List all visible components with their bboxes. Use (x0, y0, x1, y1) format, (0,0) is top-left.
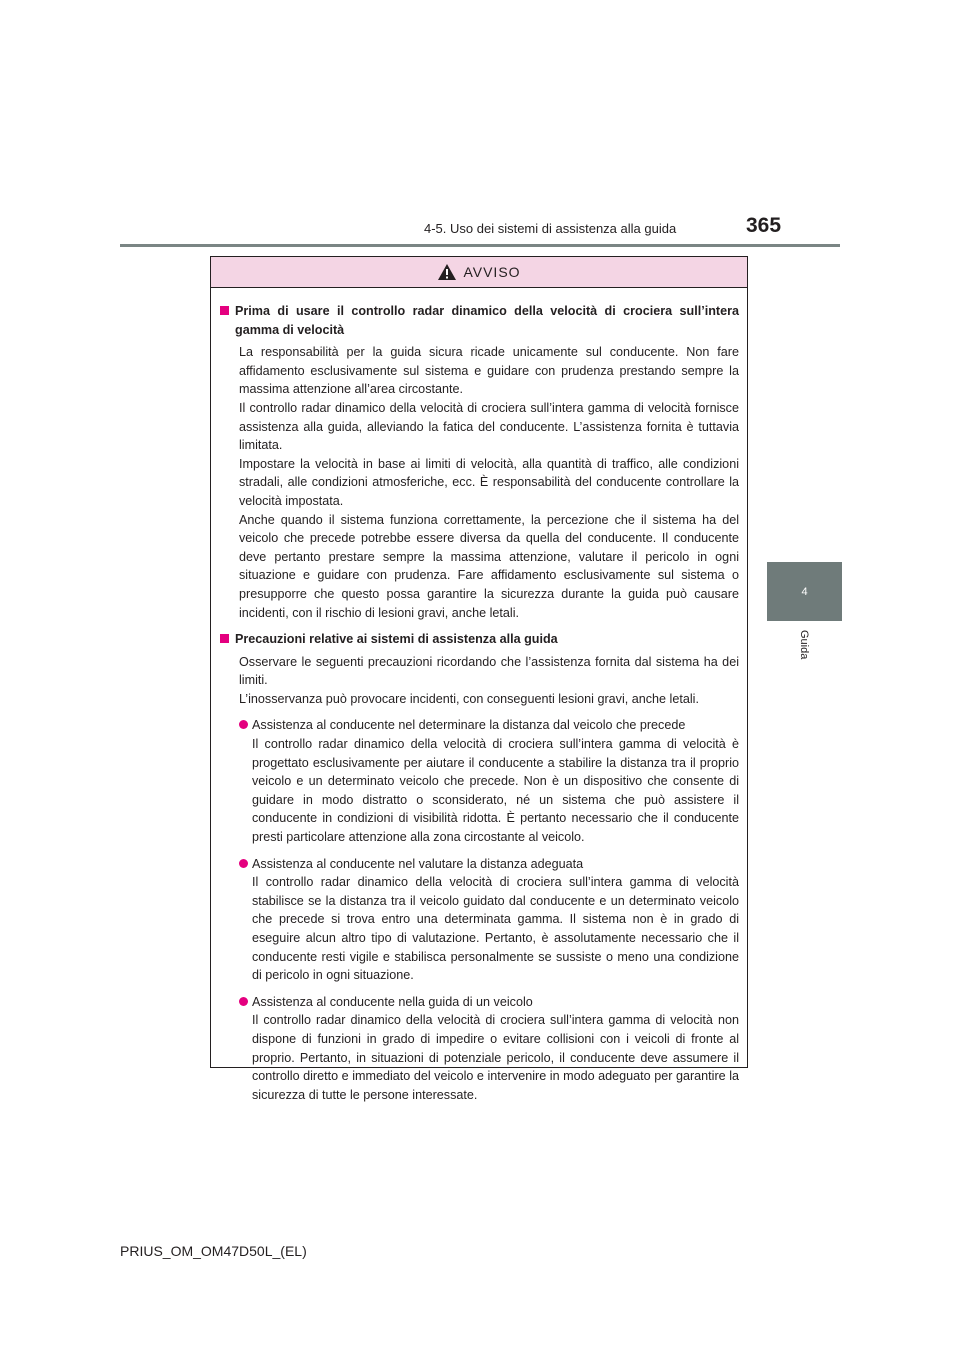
header-rule (120, 244, 840, 247)
square-bullet-icon (220, 634, 229, 643)
page-number: 365 (746, 214, 782, 237)
list-item-text: Il controllo radar dinamico della velocità di crociera sull’intera gamma di velocità stabilisce se la distanza tra il veicolo guidato dal conducente e un determinato veicolo che precede si trova entro una determinata gamma. Il sistema non è in grado di eseguire alcun altro tipo di valutazione. Pertanto, è assolutamente necessario che il conducente resti vigile e stabilisca personalmente se sussiste o meno una condizione di pericolo in ogni situazione. (252, 875, 739, 983)
list-item-heading: Assistenza al conducente nella guida di un veicolo (252, 994, 533, 1009)
warning-body (211, 288, 747, 1104)
paragraph: Impostare la velocità in base ai limiti di velocità, alla quantità di traffico, alle condizioni stradali, alle condizioni atmosferiche, ecc. È responsabilità del conducente controllare la velocità impostata. (239, 456, 739, 508)
section-radar-cruise (219, 302, 739, 622)
list-item-text: Il controllo radar dinamico della velocità di crociera sull’intera gamma di velocità non dispone di funzioni in grado di impedire o evitare collisioni con i veicoli di fronte al proprio. Pertanto, in situazioni di potenziale pericolo, il conducente deve assumere il controllo diretto e immediato del veicolo e intervenire in modo adeguato per garantire la sicurezza di tutte le persone interessate. (252, 1013, 739, 1102)
warning-box (210, 256, 748, 1102)
circle-bullet-icon (239, 720, 248, 729)
warning-title: AVVISO (463, 264, 521, 280)
paragraph: La responsabilità per la guida sicura ricade unicamente sul conducente. Non fare affidamento esclusivamente sul sistema e guidare con prudenza prestando sempre la massima attenzione all’area circostante. (239, 345, 739, 397)
list-item-text: Il controllo radar dinamico della velocità di crociera sull’intera gamma di velocità è progettato esclusivamente per aiutare il conducente a stabilire la distanza tra il proprio veicolo e un determinato veicolo che precede. Non è un dispositivo che consente di guidare in modo distratto o sconsiderato, né un sistema che può assistere il conducente in condizioni di visibilità ridotta. È pertanto necessario che il conducente presti particolare attenzione alla zona circostante al veicolo. (252, 737, 739, 845)
section-precautions (219, 630, 739, 1104)
section-title-text: Precauzioni relative ai sistemi di assistenza alla guida (235, 632, 558, 647)
list-item-heading: Assistenza al conducente nel determinare la distanza dal veicolo che precede (252, 718, 686, 733)
paragraph: Osservare le seguenti precauzioni ricordando che l’assistenza fornita dal sistema ha dei limiti. (239, 654, 739, 688)
warning-triangle-icon (437, 263, 457, 281)
section-title: 4-5. Uso dei sistemi di assistenza alla guida (424, 221, 677, 236)
list-item (239, 855, 739, 985)
warning-header (211, 257, 747, 288)
section-title-text: Prima di usare il controllo radar dinamico della velocità di crociera sull’intera gamma di velocità (235, 304, 739, 337)
list-item-heading: Assistenza al conducente nel valutare la distanza adeguata (252, 856, 584, 871)
paragraph: Il controllo radar dinamico della velocità di crociera sull’intera gamma di velocità fornisce assistenza alla guida, alleviando la fatica del conducente. L’assistenza fornita è tuttavia limitata. (239, 400, 739, 453)
paragraph: L’inosservanza può provocare incidenti, con conseguenti lesioni gravi, anche letali. (239, 691, 699, 706)
paragraph: Anche quando il sistema funziona correttamente, la percezione che il sistema ha del veicolo che precede potrebbe essere diversa da quella del conducente. Il conducente deve pertanto prestare sempre la massima attenzione, valutare il pericolo in ogni situazione e guidare con prudenza. Fare affidamento esclusivamente sul sistema o presupporre che questo possa garantire la sicurezza durante la guida può causare incidenti, con il rischio di lesioni gravi, anche letali. (239, 512, 739, 620)
chapter-tab-label: Guida (798, 630, 810, 660)
list-item (239, 716, 739, 846)
list-item (239, 993, 739, 1105)
circle-bullet-icon (239, 859, 248, 868)
square-bullet-icon (220, 306, 229, 315)
chapter-tab-number: 4 (767, 562, 842, 621)
document-code: PRIUS_OM_OM47D50L_(EL) (120, 1243, 307, 1259)
circle-bullet-icon (239, 997, 248, 1006)
